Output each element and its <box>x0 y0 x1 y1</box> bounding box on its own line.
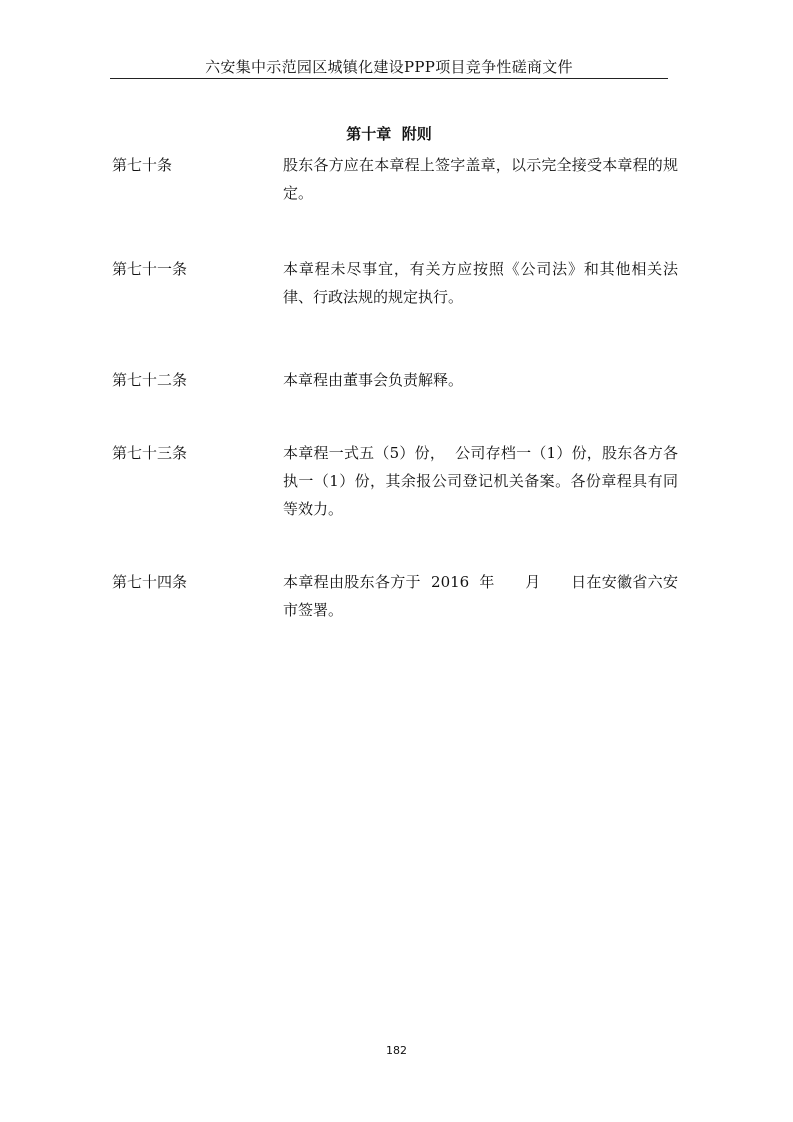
article-text: 本章程由董事会负责解释。 <box>283 371 464 389</box>
chapter-title: 第十章 附则 <box>346 125 432 143</box>
article-text: 本章程一式五（5）份， 公司存档一（1）份，股东各方各执一（1）份，其余报公司登记机关备案。各份章程具有同等效力。 <box>283 444 678 518</box>
article-text: 股东各方应在本章程上签字盖章，以示完全接受本章程的规定。 <box>283 156 678 202</box>
page-header: 六安集中示范园区城镇化建设PPP项目竞争性磋商文件 <box>205 58 573 76</box>
article-number: 第七十四条 <box>112 573 188 591</box>
article-number: 第七十二条 <box>112 371 188 389</box>
page-number: 182 <box>386 1044 407 1057</box>
article-text: 本章程由股东各方于 2016 年 月 日在安徽省六安市签署。 <box>283 573 678 619</box>
article-number: 第七十条 <box>112 156 173 174</box>
article-text: 本章程未尽事宜，有关方应按照《公司法》和其他相关法律、行政法规的规定执行。 <box>283 260 678 306</box>
header-divider <box>110 78 668 79</box>
article-number: 第七十一条 <box>112 260 188 278</box>
article-number: 第七十三条 <box>112 444 188 462</box>
